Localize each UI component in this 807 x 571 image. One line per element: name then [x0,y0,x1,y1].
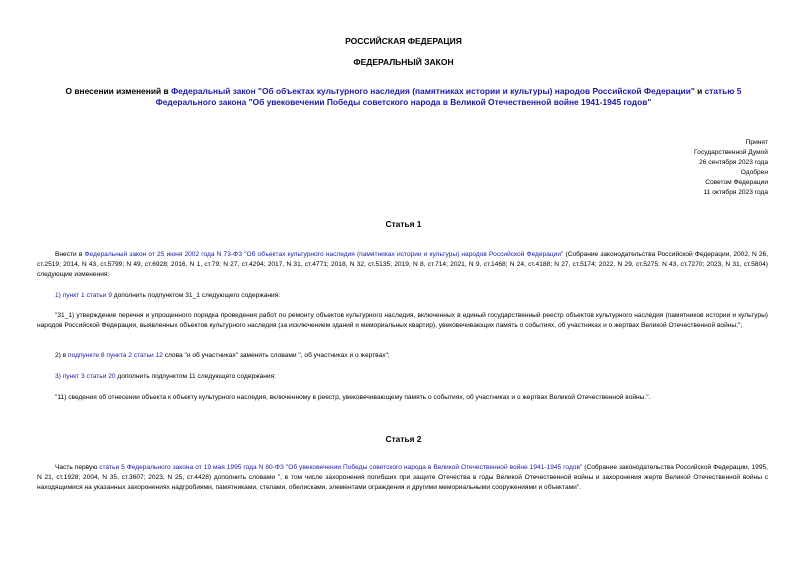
article-2-citation: (Собрание законодательства Российской Федерации, 1995, N 21, ст.1928; 2004, N 35, ст.3607; 2023, N 25, ст.4428) дополнить словами ", в том числе захоронения погибших при защите Отечества в годы Великой Отечественной войны и захоронения жертв Великой Отечественной войны с находящимися на указанных захоронениях надгробиями, памятниками, стелами, обелисками, элементами ограждения и другими мемориальными сооружениями и объектами". [37,464,768,491]
adoption-line: Принят [745,139,768,146]
title-link-heritage-law[interactable]: Федеральный закон "Об объектах культурного наследия (памятниках истории и культуры) народов Российской Федерации" [170,86,695,96]
article-1-item-3 [37,372,768,382]
approval-line: Советом Федерации [705,179,768,186]
item-1-text: дополнить подпунктом 31_1 следующего содержания: [111,292,281,299]
article-2-heading: Статья 2 [385,434,422,444]
article-2-prefix: Часть первую [55,464,100,471]
article-1-item-2 [37,351,768,361]
article-2-text [37,463,768,493]
title-link-victory-law[interactable]: статью 5 Федерального закона "Об увековечении Победы советского народа в Великой Отечественной войне 1941-1945 годов" [155,86,742,107]
intro-prefix: Внести в [55,251,85,258]
article-1-intro [37,250,768,280]
article-1-item-1-quote: "31_1) утверждение перечня и упрощенного порядка проведения работ по ремонту объектов культурного наследия, включенных в единый государственный реестр объектов культурного наследия (памятников истории и культуры) народов Российской Федерации, выявленных объектов культурного наследия (за исключением зданий и мемориальных квартир), увековечивающих память о событиях, об участниках и о жертвах Великой Отечественной войны;"; [37,312,768,329]
article-1-item-1 [37,291,768,301]
item-2-prefix: 2) в [55,352,69,359]
item-2-text: слова "и об участниках" заменить словами ", об участниках и о жертвах"; [162,352,390,359]
adoption-block [694,138,768,198]
item-1-link[interactable]: 1) пункт 1 статьи 9 [55,292,112,299]
adoption-date: 26 сентября 2023 года [699,159,768,166]
article-2-link-law-80fz[interactable]: статьи 5 Федерального закона от 19 мая 1995 года N 80-ФЗ "Об увековечении Победы советского народа в Великой Отечественной войне 1941-1945 годов" [99,464,583,471]
title-conjunction: и [694,86,705,96]
item-3-text: дополнить подпунктом 11 следующего содержания: [115,373,276,380]
article-1-heading: Статья 1 [385,219,422,229]
title-prefix: О внесении изменений в [65,86,171,96]
adoption-line: Государственной Думой [694,149,768,156]
law-type-header: ФЕДЕРАЛЬНЫЙ ЗАКОН [353,57,454,67]
approval-date: 11 октября 2023 года [703,189,768,196]
approval-line: Одобрен [740,169,768,176]
item-3-link[interactable]: 3) пункт 3 статьи 20 [55,373,116,380]
state-header: РОССИЙСКАЯ ФЕДЕРАЦИЯ [345,36,462,46]
intro-link-law-73fz[interactable]: Федеральный закон от 25 июня 2002 года N 73-ФЗ "Об объектах культурного наследия (памятниках истории и культуры) народов Российской Федерации" [84,251,564,258]
law-title [40,86,767,108]
article-1-item-3-quote: "11) сведения об отнесении объекта к объекту культурного наследия, включенному в реестр, увековечивающему память о событиях, об участниках и о жертвах Великой Отечественной войны.". [55,394,651,401]
item-2-link[interactable]: подпункте 8 пункта 2 статьи 12 [68,352,163,359]
intro-citation: (Собрание законодательства Российской Федерации, 2002, N 26, ст.2519; 2014, N 43, ст.5799; N 49, ст.6928; 2016, N 1, ст.79; N 27, ст.4294; 2017, N 31, ст.4771; 2018, N 32, ст.5135; 2019, N 8, ст.714; 2021, N 9, ст.1468; N 24, ст.4188; N 27, ст.5174; 2022, N 29, ст.5275; N 43, ст.7270; 2023, N 31, ст.5804) следующие изменения: [37,251,768,278]
